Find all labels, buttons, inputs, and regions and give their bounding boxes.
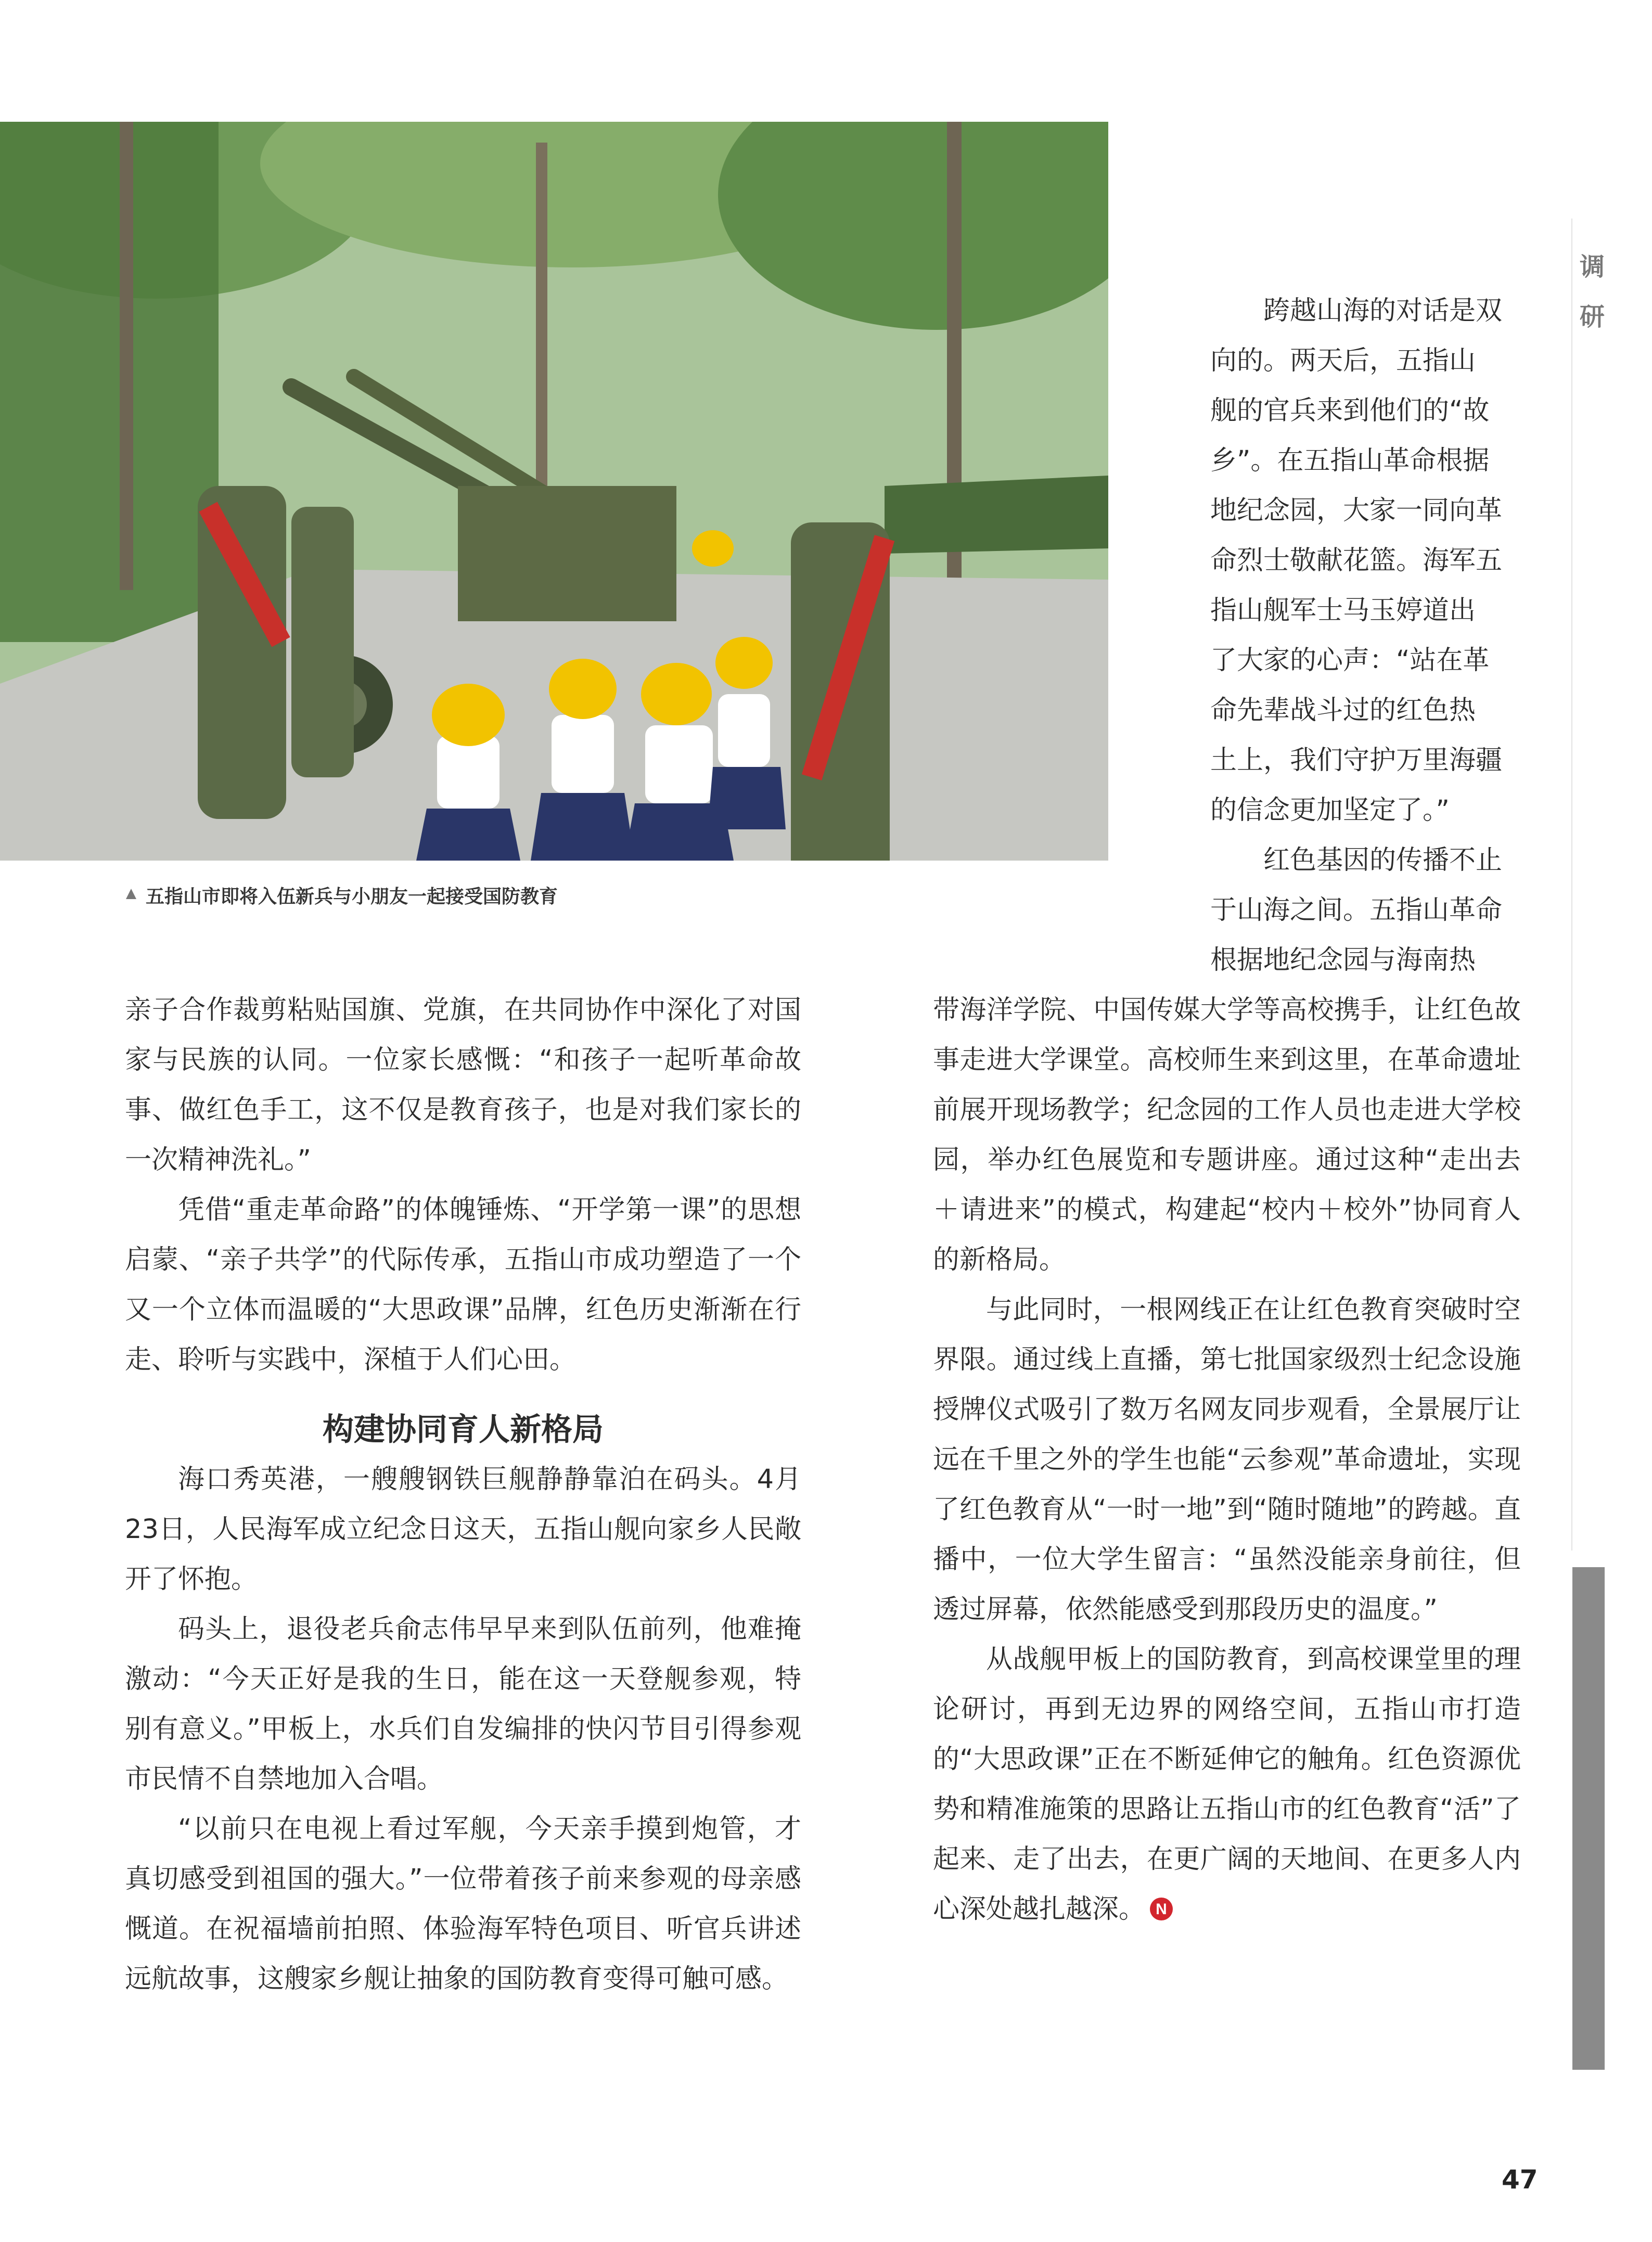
- text-line: 舰的官兵来到他们的“故: [1210, 395, 1490, 426]
- paragraph: 亲子合作裁剪粘贴国旗、党旗，在共同协作中深化了对国家与民族的认同。一位家长感慨：“和孩子一起听革命故事、做红色手工，这不仅是教育孩子，也是对我们家长的一次精神洗礼。”: [125, 995, 801, 1175]
- paragraph: [933, 1635, 1521, 1934]
- paragraph: 码头上，退役老兵俞志伟早早来到队伍前列，他难掩激动：“今天正好是我的生日，能在这一天登舰参观，特别有意义。”甲板上，水兵们自发编排的快闪节目引得参观市民情不自禁地加入合唱。: [125, 1614, 801, 1795]
- text-line: 于山海之间。五指山革命: [1210, 895, 1503, 926]
- left-column: [125, 985, 801, 2004]
- text-line: 向的。两天后，五指山: [1210, 345, 1476, 376]
- svg-text:N: N: [1156, 1901, 1167, 1918]
- text-line: 根据地纪念园与海南热: [1210, 945, 1476, 976]
- text-line: 土上，我们守护万里海疆: [1210, 745, 1503, 776]
- section-tag-char: 研: [1579, 302, 1605, 331]
- text-line: 命先辈战斗过的红色热: [1210, 695, 1476, 726]
- page-number: 47: [1502, 2164, 1538, 2195]
- text-line: 跨越山海的对话是双: [1263, 296, 1503, 326]
- end-mark-icon: [1149, 1897, 1173, 1921]
- text-line: 的信念更加坚定了。”: [1210, 795, 1450, 826]
- text-line: 乡”。在五指山革命根据: [1210, 445, 1490, 476]
- paragraph: 凭借“重走革命路”的体魄锤炼、“开学第一课”的思想启蒙、“亲子共学”的代际传承，五指山市成功塑造了一个又一个立体而温暖的“大思政课”品牌，红色历史渐渐在行走、聆听与实践中，深植于人们心田。: [125, 1195, 801, 1375]
- photo-caption: 五指山市即将入伍新兵与小朋友一起接受国防教育: [146, 886, 558, 907]
- paragraph: 与此同时，一根网线正在让红色教育突破时空界限。通过线上直播，第七批国家级烈士纪念设施授牌仪式吸引了数万名网友同步观看，全景展厅让远在千里之外的学生也能“云参观”革命遗址，实现了红色教育从“一时一地”到“随时随地”的跨越。直播中，一位大学生留言：“虽然没能亲身前往，但透过屏幕，依然能感受到那段历史的温度。”: [933, 1295, 1521, 1625]
- text-line: 命烈士敬献花篮。海军五: [1210, 545, 1503, 576]
- paragraph: “以前只在电视上看过军舰，今天亲手摸到炮管，才真切感受到祖国的强大。”一位带着孩子前来参观的母亲感慨道。在祝福墙前拍照、体验海军特色项目、听官兵讲述远航故事，这艘家乡舰让抽象的国防教育变得可触可感。: [125, 1814, 801, 1994]
- section-tag-char: 调: [1579, 252, 1605, 281]
- right-column: [933, 985, 1521, 1934]
- paragraph-text: 从战舰甲板上的国防教育，到高校课堂里的理论研讨，再到无边界的网络空间，五指山市打造的“大思政课”正在不断延伸它的触角。红色资源优势和精准施策的思路让五指山市的红色教育“活”了起来、走了出去，在更广阔的天地间、在更多人内心深处越扎越深。: [933, 1644, 1521, 1925]
- text-line: 地纪念园，大家一同向革: [1210, 495, 1503, 526]
- paragraph: 带海洋学院、中国传媒大学等高校携手，让红色故事走进大学课堂。高校师生来到这里，在革命遗址前展开现场教学；纪念园的工作人员也走进大学校园，举办红色展览和专题讲座。通过这种“走出去＋请进来”的模式，构建起“校内＋校外”协同育人的新格局。: [933, 995, 1521, 1275]
- caption-triangle-icon: [125, 888, 137, 900]
- text-line: 红色基因的传播不止: [1263, 845, 1503, 876]
- section-tag: [1577, 242, 1608, 342]
- photo-scene: [0, 122, 1108, 861]
- margin-tab: [1572, 1567, 1605, 2070]
- text-line: 指山舰军士马玉婷道出: [1210, 595, 1476, 626]
- margin-rule: [1571, 219, 1572, 1551]
- paragraph: 海口秀英港，一艘艘钢铁巨舰静静靠泊在码头。4月23日，人民海军成立纪念日这天，五指山舰向家乡人民敞开了怀抱。: [125, 1464, 801, 1595]
- text-line: 了大家的心声：“站在革: [1210, 645, 1490, 676]
- section-heading: 构建协同育人新格局: [323, 1412, 604, 1448]
- article-photo: [0, 122, 1108, 861]
- right-column-top: [1210, 286, 1522, 985]
